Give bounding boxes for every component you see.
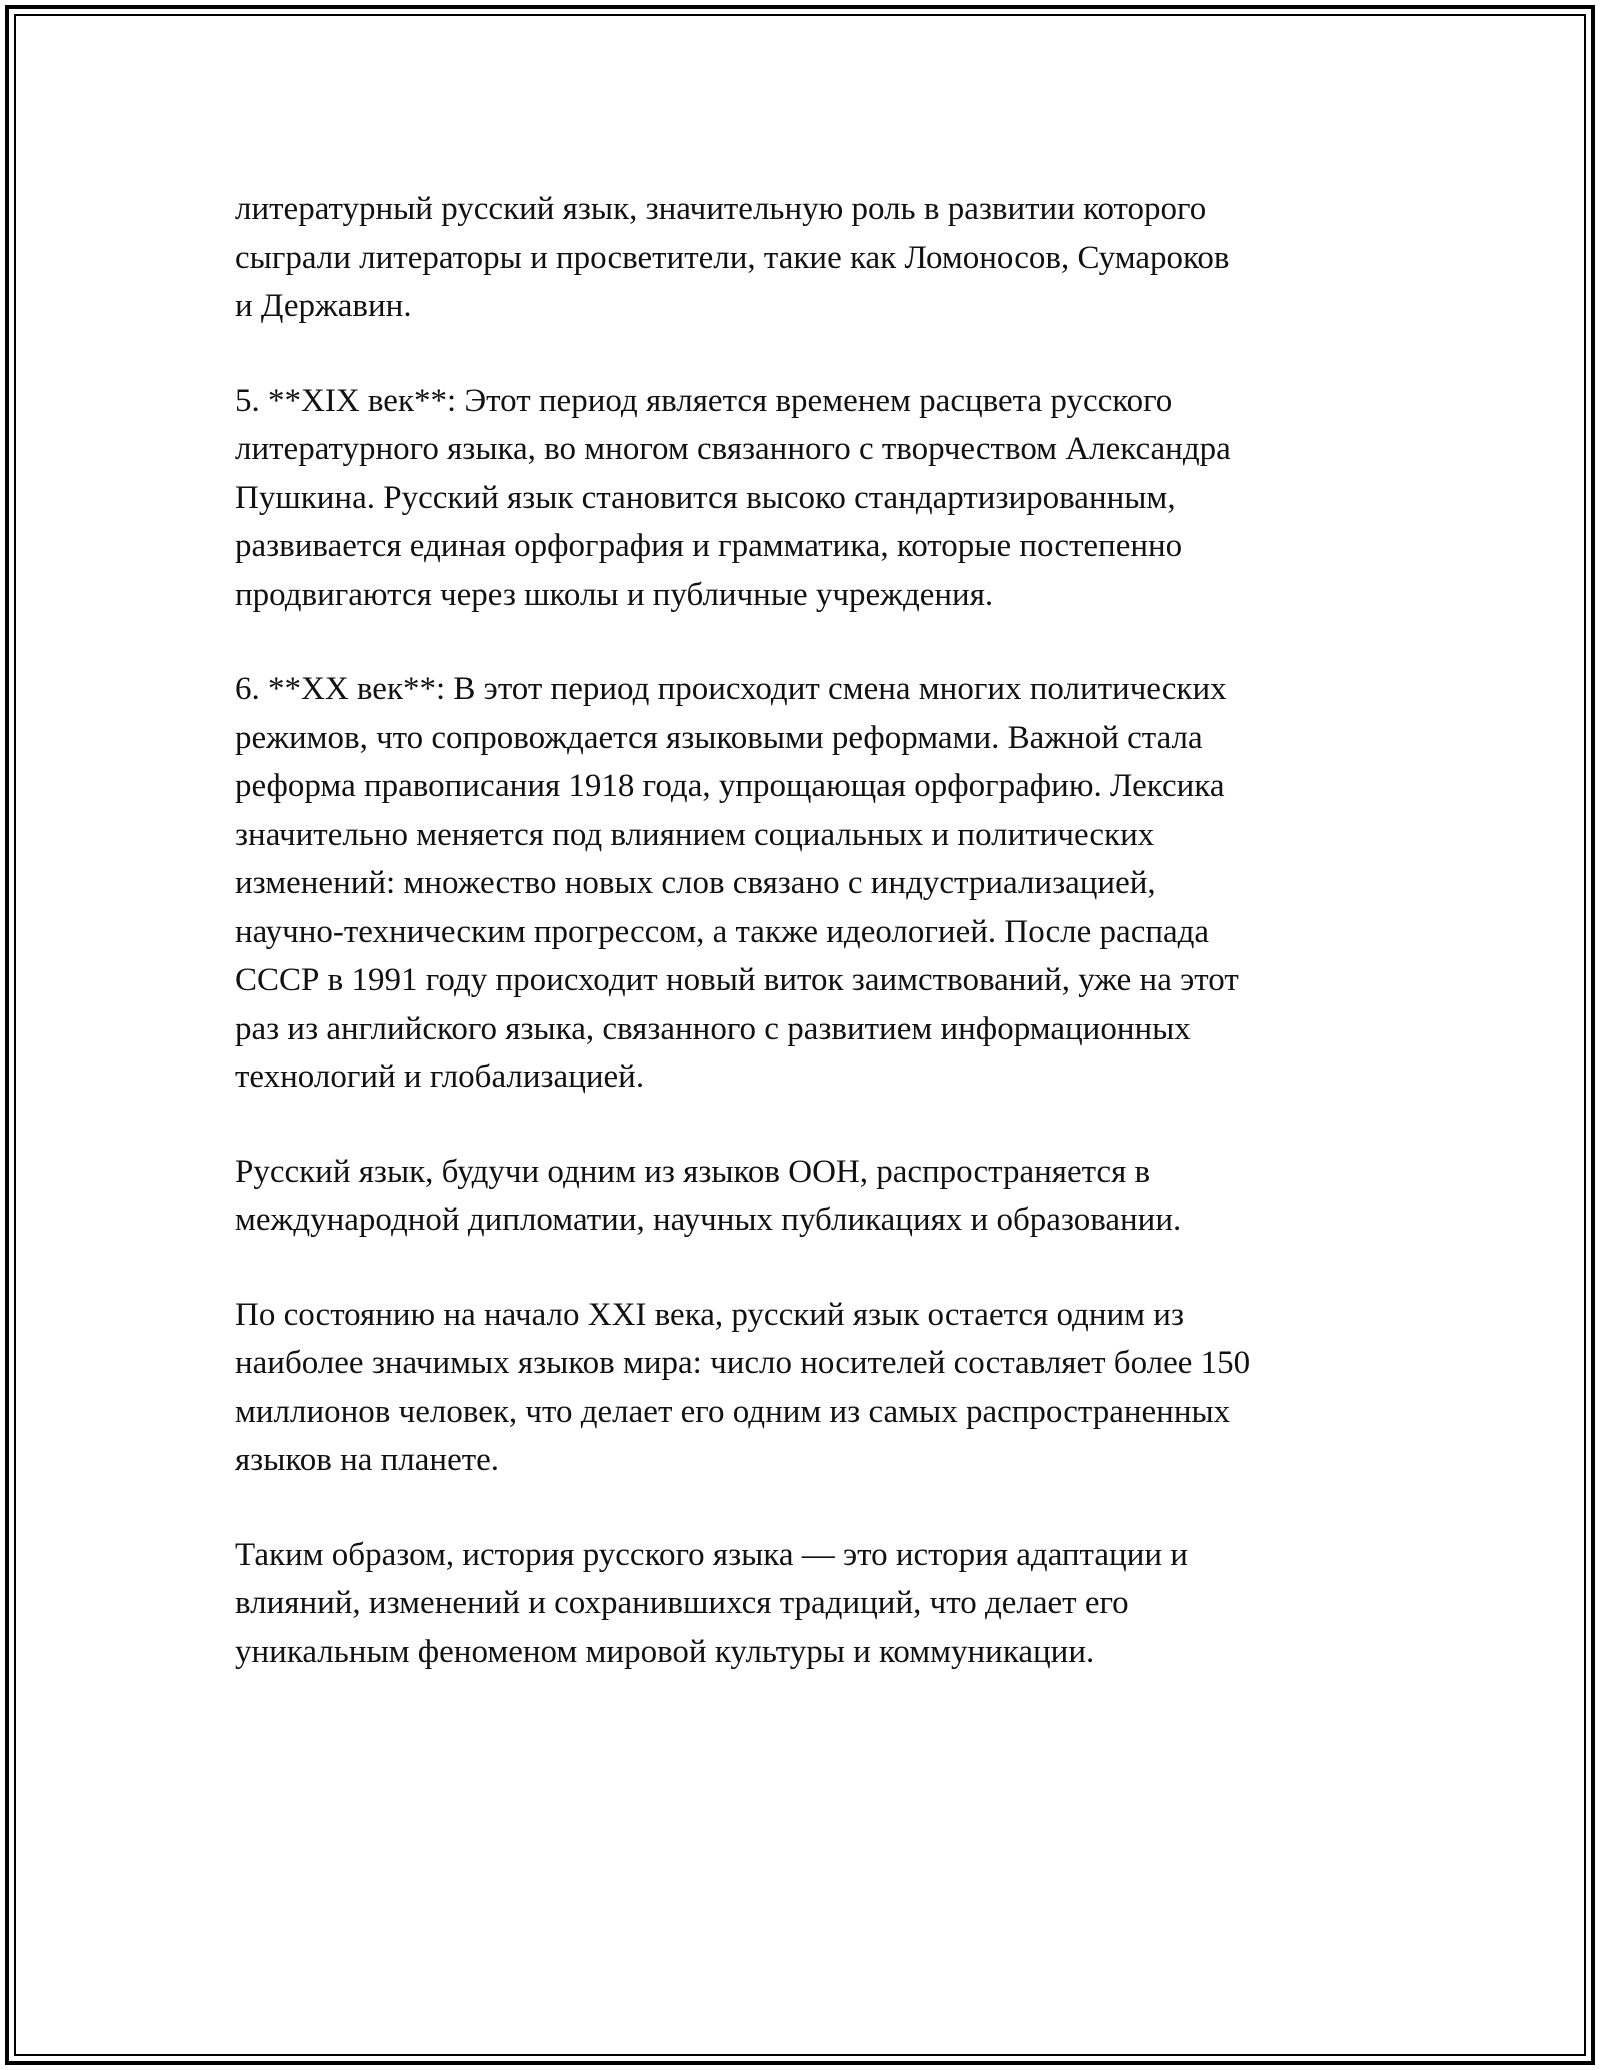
text-line: режимов, что сопровождается языковыми реформами. Важной стала: [235, 719, 1203, 756]
text-line: По состоянию на начало XXI века, русский язык остается одним из: [235, 1296, 1184, 1333]
text-line: Пушкина. Русский язык становится высоко стандартизированным,: [235, 479, 1176, 516]
text-line: и Державин.: [235, 288, 412, 324]
text-line: наиболее значимых языков мира: число носителей составляет более 150: [235, 1345, 1251, 1381]
paragraph-conclusion: [235, 1531, 1405, 1677]
text-line: научно-техническим прогрессом, а также идеологией. После распада: [235, 913, 1210, 950]
paragraph-un-language: [235, 1148, 1405, 1245]
text-line: значительно меняется под влиянием социальных и политических: [235, 816, 1155, 853]
document-body: [235, 185, 1405, 1676]
text-line: Таким образом, история русского языка — это история адаптации и: [235, 1536, 1188, 1573]
text-line: литературный русский язык, значительную роль в развитии которого: [235, 191, 1207, 227]
text-line: Русский язык, будучи одним из языков ООН, распространяется в: [235, 1153, 1151, 1190]
text-line: СССР в 1991 году происходит новый виток заимствований, уже на этот: [235, 962, 1239, 998]
text-line: продвигаются через школы и публичные учреждения.: [235, 576, 994, 613]
text-line: миллионов человек, что делает его одним из самых распространенных: [235, 1393, 1231, 1430]
paragraph-xx-century: [235, 665, 1405, 1102]
text-line: 6. **XX век**: В этот период происходит смена многих политических: [235, 671, 1227, 707]
text-line: влияний, изменений и сохранившихся традиций, что делает его: [235, 1585, 1129, 1621]
text-line: литературного языка, во многом связанного с творчеством Александра: [235, 431, 1231, 467]
paragraph-xix-century: [235, 377, 1405, 620]
text-line: международной дипломатии, научных публикациях и образовании.: [235, 1202, 1182, 1238]
text-line: технологий и глобализацией.: [235, 1059, 645, 1095]
text-line: реформа правописания 1918 года, упрощающая орфографию. Лексика: [235, 768, 1225, 804]
text-line: развивается единая орфография и грамматика, которые постепенно: [235, 528, 1183, 564]
text-line: сыграли литераторы и просветители, такие как Ломоносов, Сумароков: [235, 239, 1230, 276]
text-line: раз из английского языка, связанного с развитием информационных: [235, 1010, 1191, 1047]
text-line: языков на планете.: [235, 1442, 500, 1478]
text-line: 5. **XIX век**: Этот период является временем расцвета русского: [235, 382, 1173, 419]
text-line: уникальным феноменом мировой культуры и коммуникации.: [235, 1633, 1095, 1670]
text-line: изменений: множество новых слов связано с индустриализацией,: [235, 865, 1156, 901]
paragraph-xxi-century: [235, 1291, 1405, 1485]
paragraph-intro-continuation: [235, 185, 1405, 331]
